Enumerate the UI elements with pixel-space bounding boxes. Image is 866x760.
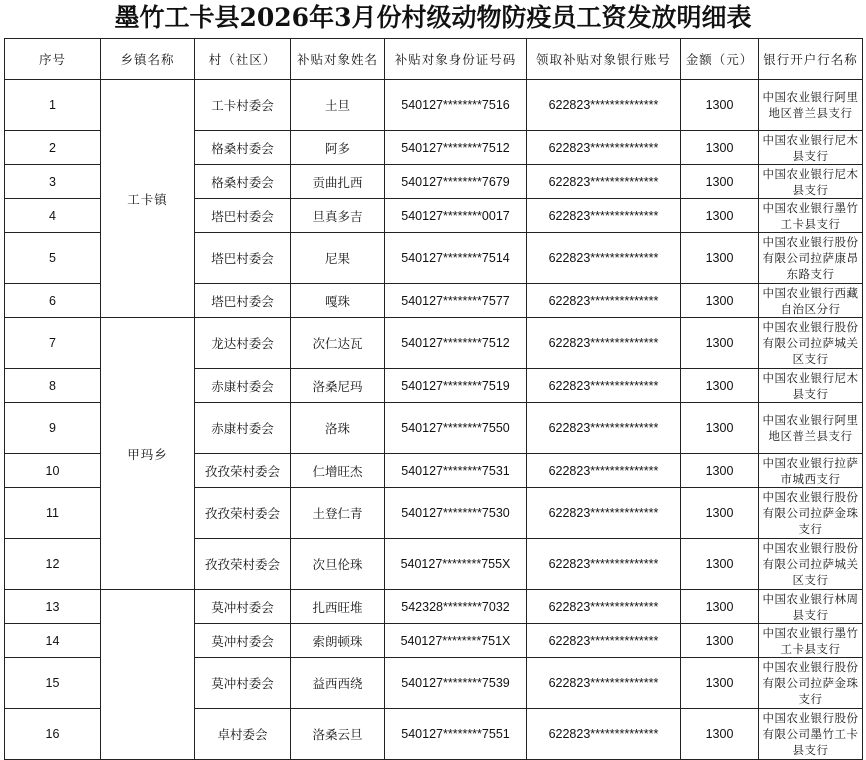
cell-id: 540127********7519 [385, 369, 527, 403]
cell-id: 540127********7577 [385, 284, 527, 318]
cell-village: 工卡村委会 [195, 80, 291, 131]
cell-id: 540127********7512 [385, 318, 527, 369]
cell-id: 540127********755X [385, 539, 527, 590]
cell-name: 土登仁青 [291, 488, 385, 539]
cell-name: 次仁达瓦 [291, 318, 385, 369]
cell-amount: 1300 [681, 165, 759, 199]
cell-village: 格桑村委会 [195, 131, 291, 165]
cell-bank: 中国农业银行拉萨市城西支行 [759, 454, 863, 488]
cell-account: 622823************** [527, 131, 681, 165]
cell-name: 洛珠 [291, 403, 385, 454]
cell-name: 阿多 [291, 131, 385, 165]
cell-name: 旦真多吉 [291, 199, 385, 233]
cell-id: 540127********7550 [385, 403, 527, 454]
cell-amount: 1300 [681, 658, 759, 709]
cell-village: 孜孜荣村委会 [195, 539, 291, 590]
cell-account: 622823************** [527, 488, 681, 539]
cell-village: 莫冲村委会 [195, 624, 291, 658]
table-header-row [5, 39, 863, 80]
cell-bank: 中国农业银行股份有限公司拉萨城关区支行 [759, 318, 863, 369]
cell-account: 622823************** [527, 318, 681, 369]
cell-id: 540127********7514 [385, 233, 527, 284]
cell-no: 11 [5, 488, 101, 539]
cell-name: 扎西旺堆 [291, 590, 385, 624]
cell-bank: 中国农业银行阿里地区普兰县支行 [759, 403, 863, 454]
cell-no: 13 [5, 590, 101, 624]
cell-bank: 中国农业银行西藏自治区分行 [759, 284, 863, 318]
table-row [5, 318, 863, 369]
cell-account: 622823************** [527, 658, 681, 709]
cell-no: 10 [5, 454, 101, 488]
cell-town: 甲玛乡 [101, 318, 195, 590]
header-town: 乡镇名称 [101, 39, 195, 80]
cell-no: 16 [5, 709, 101, 760]
cell-amount: 1300 [681, 403, 759, 454]
cell-name: 嘎珠 [291, 284, 385, 318]
table-row [5, 590, 863, 624]
cell-id: 540127********7679 [385, 165, 527, 199]
cell-no: 9 [5, 403, 101, 454]
cell-bank: 中国农业银行林周县支行 [759, 590, 863, 624]
cell-name: 仁增旺杰 [291, 454, 385, 488]
header-village: 村（社区） [195, 39, 291, 80]
cell-bank: 中国农业银行尼木县支行 [759, 369, 863, 403]
cell-id: 540127********7512 [385, 131, 527, 165]
cell-name: 土旦 [291, 80, 385, 131]
cell-village: 孜孜荣村委会 [195, 454, 291, 488]
cell-id: 540127********0017 [385, 199, 527, 233]
cell-account: 622823************** [527, 624, 681, 658]
header-no: 序号 [5, 39, 101, 80]
cell-bank: 中国农业银行阿里地区普兰县支行 [759, 80, 863, 131]
cell-village: 赤康村委会 [195, 403, 291, 454]
cell-account: 622823************** [527, 403, 681, 454]
cell-no: 5 [5, 233, 101, 284]
cell-id: 540127********751X [385, 624, 527, 658]
cell-no: 7 [5, 318, 101, 369]
cell-account: 622823************** [527, 454, 681, 488]
cell-amount: 1300 [681, 590, 759, 624]
cell-town [101, 590, 195, 760]
cell-amount: 1300 [681, 454, 759, 488]
cell-village: 卓村委会 [195, 709, 291, 760]
cell-bank: 中国农业银行墨竹工卡县支行 [759, 199, 863, 233]
cell-account: 622823************** [527, 709, 681, 760]
cell-village: 赤康村委会 [195, 369, 291, 403]
cell-bank: 中国农业银行股份有限公司拉萨城关区支行 [759, 539, 863, 590]
header-id: 补贴对象身份证号码 [385, 39, 527, 80]
cell-amount: 1300 [681, 539, 759, 590]
cell-account: 622823************** [527, 233, 681, 284]
cell-no: 2 [5, 131, 101, 165]
cell-no: 4 [5, 199, 101, 233]
cell-account: 622823************** [527, 284, 681, 318]
cell-account: 622823************** [527, 165, 681, 199]
cell-village: 龙达村委会 [195, 318, 291, 369]
cell-account: 622823************** [527, 369, 681, 403]
cell-name: 贡曲扎西 [291, 165, 385, 199]
cell-name: 洛桑云旦 [291, 709, 385, 760]
cell-bank: 中国农业银行股份有限公司拉萨金珠支行 [759, 658, 863, 709]
cell-town: 工卡镇 [101, 80, 195, 318]
salary-table [4, 38, 863, 760]
cell-no: 3 [5, 165, 101, 199]
cell-village: 孜孜荣村委会 [195, 488, 291, 539]
cell-no: 15 [5, 658, 101, 709]
cell-name: 益西西绕 [291, 658, 385, 709]
cell-village: 莫冲村委会 [195, 590, 291, 624]
cell-id: 542328********7032 [385, 590, 527, 624]
header-account: 领取补贴对象银行账号 [527, 39, 681, 80]
header-name: 补贴对象姓名 [291, 39, 385, 80]
cell-id: 540127********7530 [385, 488, 527, 539]
cell-bank: 中国农业银行尼木县支行 [759, 131, 863, 165]
cell-village: 莫冲村委会 [195, 658, 291, 709]
cell-no: 14 [5, 624, 101, 658]
cell-amount: 1300 [681, 131, 759, 165]
cell-village: 格桑村委会 [195, 165, 291, 199]
cell-account: 622823************** [527, 590, 681, 624]
cell-village: 塔巴村委会 [195, 284, 291, 318]
cell-id: 540127********7531 [385, 454, 527, 488]
cell-name: 洛桑尼玛 [291, 369, 385, 403]
page-title: 墨竹工卡县2026年3月份村级动物防疫员工资发放明细表 [114, 3, 752, 32]
header-bank: 银行开户行名称 [759, 39, 863, 80]
cell-bank: 中国农业银行尼木县支行 [759, 165, 863, 199]
cell-no: 1 [5, 80, 101, 131]
cell-amount: 1300 [681, 284, 759, 318]
cell-no: 6 [5, 284, 101, 318]
cell-name: 尼果 [291, 233, 385, 284]
cell-village: 塔巴村委会 [195, 233, 291, 284]
cell-amount: 1300 [681, 488, 759, 539]
cell-bank: 中国农业银行墨竹工卡县支行 [759, 624, 863, 658]
cell-name: 次旦伦珠 [291, 539, 385, 590]
cell-bank: 中国农业银行股份有限公司墨竹工卡县支行 [759, 709, 863, 760]
cell-name: 索朗顿珠 [291, 624, 385, 658]
cell-amount: 1300 [681, 233, 759, 284]
cell-account: 622823************** [527, 539, 681, 590]
cell-bank: 中国农业银行股份有限公司拉萨金珠支行 [759, 488, 863, 539]
cell-id: 540127********7551 [385, 709, 527, 760]
cell-account: 622823************** [527, 80, 681, 131]
header-amount: 金额（元） [681, 39, 759, 80]
cell-id: 540127********7516 [385, 80, 527, 131]
cell-amount: 1300 [681, 369, 759, 403]
cell-no: 12 [5, 539, 101, 590]
cell-bank: 中国农业银行股份有限公司拉萨康昂东路支行 [759, 233, 863, 284]
cell-no: 8 [5, 369, 101, 403]
cell-amount: 1300 [681, 199, 759, 233]
cell-amount: 1300 [681, 624, 759, 658]
cell-amount: 1300 [681, 709, 759, 760]
cell-id: 540127********7539 [385, 658, 527, 709]
cell-amount: 1300 [681, 80, 759, 131]
cell-village: 塔巴村委会 [195, 199, 291, 233]
table-row [5, 80, 863, 131]
cell-amount: 1300 [681, 318, 759, 369]
cell-account: 622823************** [527, 199, 681, 233]
